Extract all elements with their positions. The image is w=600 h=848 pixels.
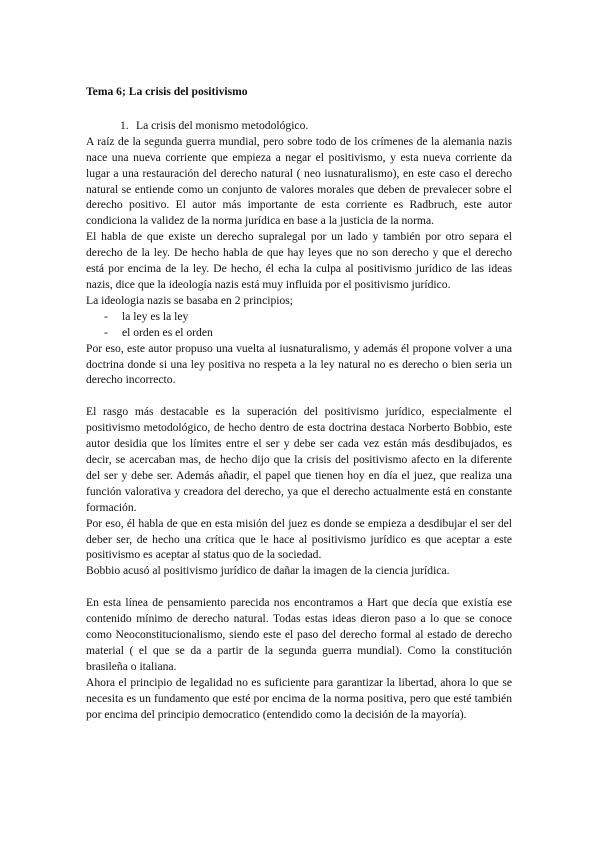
list-item <box>86 309 512 325</box>
paragraph: El habla de que existe un derecho supralegal por un lado y también por otro separa el derecho de la ley. De hecho habla de que hay leyes que no son derecho y que el derecho está por encima de la ley. De hecho, él echa la culpa al positivismo jurídico de las ideas nazis, dice que la ideología nazis está muy influida por el positivismo jurídico. <box>86 230 512 291</box>
paragraph: En esta línea de pensamiento parecida nos encontramos a Hart que decía que existía ese contenido mínimo de derecho natural. Todas estas ideas dieron paso a lo que se conoce como Neoconstitucionalismo, siendo este el paso del derecho formal al estado de derecho material ( el que se da a partir de la segunda guerra mundial). Como la constitución brasileña o italiana. <box>86 596 512 673</box>
list-item-text: el orden es el orden <box>122 325 213 339</box>
paragraph: La ideologia nazis se basaba en 2 principios; <box>86 293 294 307</box>
paragraph-gap <box>86 388 512 404</box>
paragraph-gap <box>86 579 512 595</box>
paragraph: Por eso, él habla de que en esta misión del juez es donde se empieza a desdibujar el ser del deber ser, de hecho una crítica que le hace al positivismo jurídico es que aceptar a este positivismo es aceptar al status quo de la sociedad. <box>86 516 512 562</box>
document-body <box>86 84 512 723</box>
bullet-marker: - <box>104 325 108 339</box>
section-heading-text: La crisis del monismo metodológico. <box>136 118 309 132</box>
list-item-text: la ley es la ley <box>122 309 189 323</box>
list-item <box>86 325 512 341</box>
paragraph: Bobbio acusó al positivismo jurídico de dañar la imagen de la ciencia jurídica. <box>86 564 450 578</box>
paragraph: El rasgo más destacable es la superación del positivismo jurídico, especialmente el positivismo metodológico, de hecho dentro de esta doctrina destaca Norberto Bobbio, este autor desidia que los límites entre el ser y debe ser cada vez están más desdibujados, es decir, se acercaban mas, de hecho dijo que la crisis del positivismo afecto en la diferente del ser y debe ser. Además añadir, el papel que tienen hoy en día el juez, que realiza una función valorativa y creadora del derecho, ya que el derecho actualmente está en constante formación. <box>86 405 512 514</box>
paragraph: A raíz de la segunda guerra mundial, pero sobre todo de los crímenes de la alemania nazis nace una nueva corriente que empieza a negar el positivismo, y esta nueva corriente da lugar a una restauración del derecho natural ( neo iusnaturalismo), en este caso el derecho natural se entiende como un conjunto de valores morales que deben de prevalecer sobre el derecho positivo. El autor más importante de esta corriente es Radbruch, este autor condiciona la validez de la norma jurídica en base a la justicia de la norma. <box>86 134 512 228</box>
section-number: 1. <box>120 118 129 132</box>
section-heading <box>86 118 512 134</box>
document-title: Tema 6; La crisis del positivismo <box>86 85 248 98</box>
paragraph: Por eso, este autor propuso una vuelta al iusnaturalismo, y además él propone volver a una doctrina donde si una ley positiva no respeta a la ley natural no es derecho o bien seria un derecho incorrecto. <box>86 341 512 387</box>
bullet-marker: - <box>104 309 108 323</box>
paragraph: Ahora el principio de legalidad no es suficiente para garantizar la libertad, ahora lo que se necesita es un fundamento que esté por encima de la norma positiva, pero que esté también por encima del principio democratico (entendido como la decisión de la mayoría). <box>86 675 512 721</box>
